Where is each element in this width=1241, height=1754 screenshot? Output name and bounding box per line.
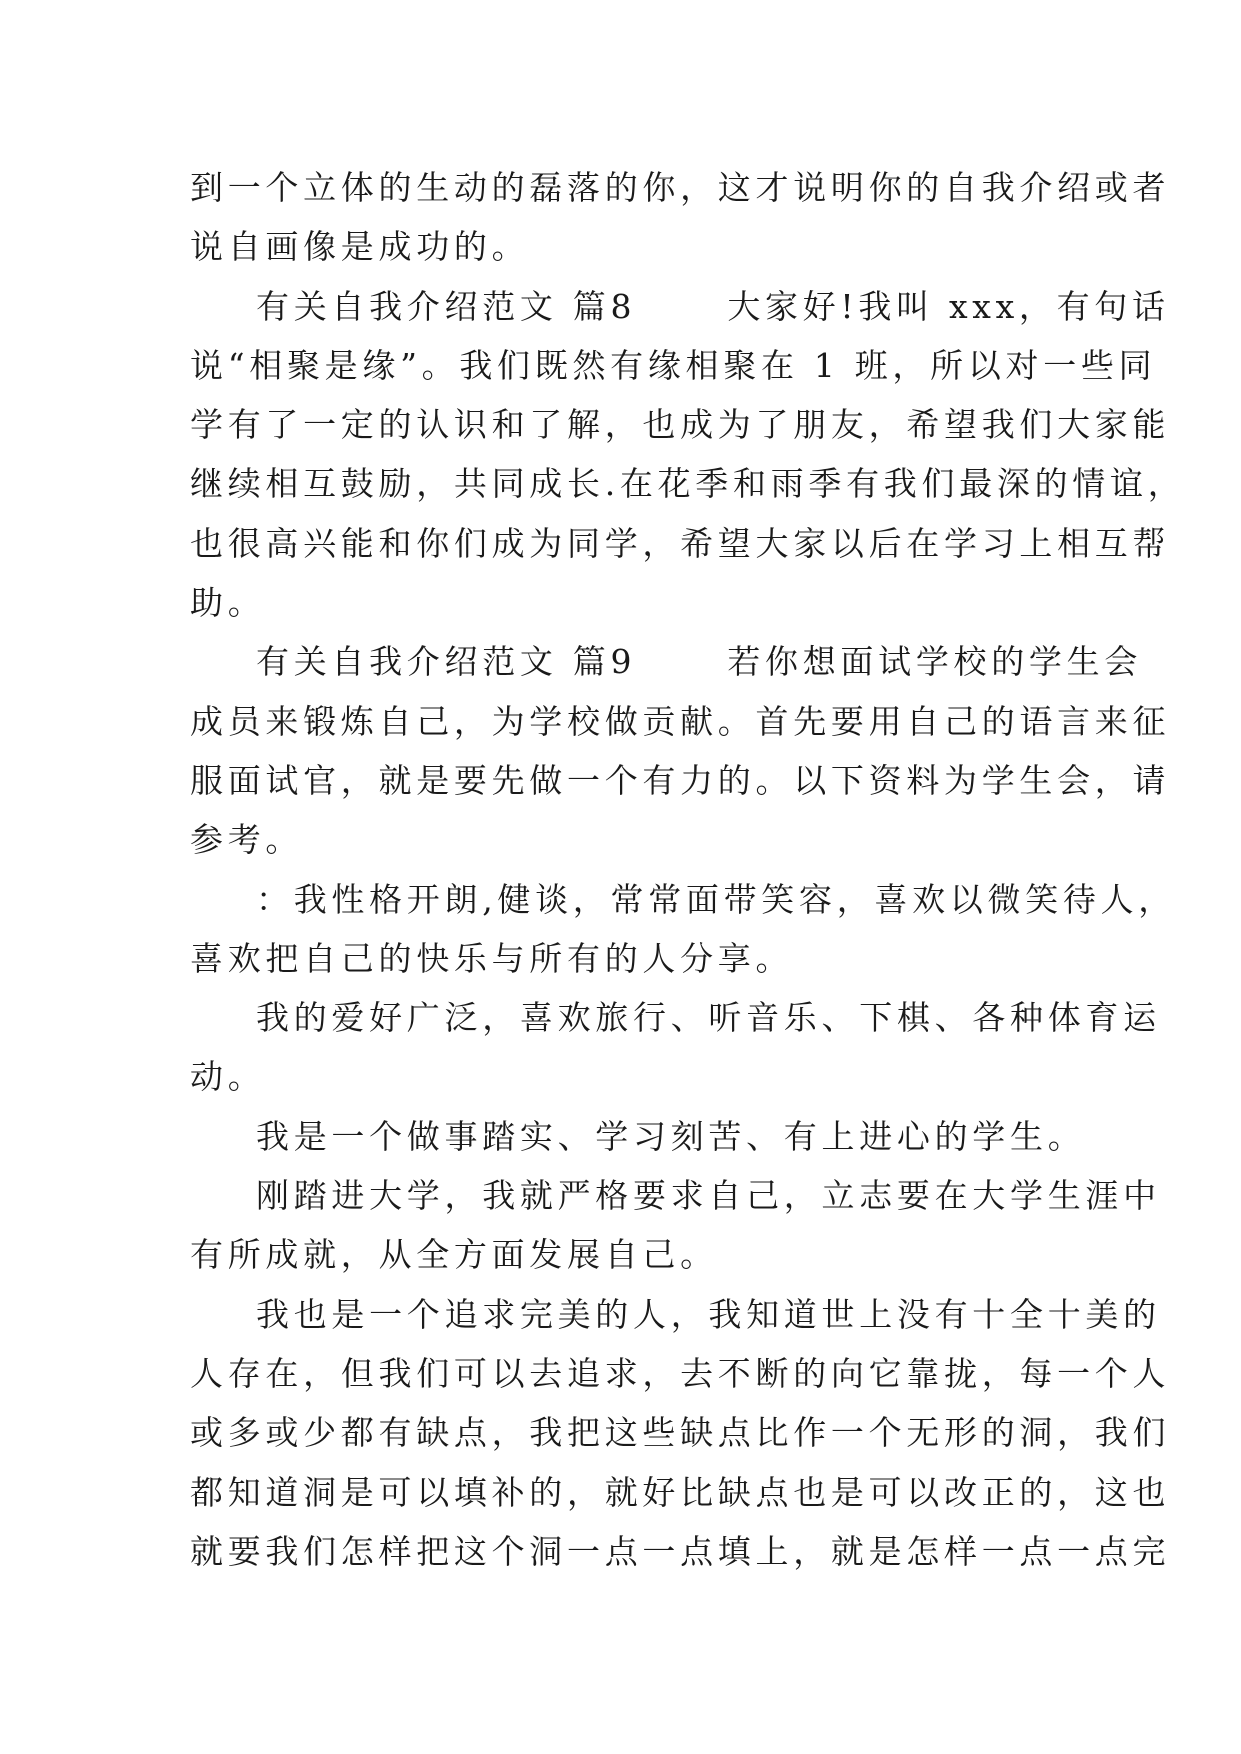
- text-line: 到一个立体的生动的磊落的你，这才说明你的自我介绍或者: [190, 168, 1171, 207]
- text-line: 参考。: [190, 820, 304, 860]
- text-line: 成员来锻炼自己，为学校做贡献。首先要用自己的语言来征: [190, 701, 1171, 741]
- text-line: 助。: [190, 583, 266, 623]
- text-line: 说“相聚是缘”。我们既然有缘相聚在 1 班，所以对一些同: [190, 345, 1157, 385]
- text-line: 动。: [190, 1057, 266, 1097]
- section-heading-line: 有关自我介绍范文 篇8 大家好!我叫 xxx，有句话: [256, 286, 1170, 326]
- text-line: 继续相互鼓励，共同成长.在花季和雨季有我们最深的情谊，: [190, 464, 1186, 504]
- text-line: 有所成就，从全方面发展自己。: [190, 1235, 718, 1275]
- document-body: [190, 158, 1186, 1581]
- text-line: 人存在，但我们可以去追求，去不断的向它靠拢，每一个人: [190, 1353, 1171, 1393]
- text-line: 就要我们怎样把这个洞一点一点填上，就是怎样一点一点完: [190, 1531, 1171, 1571]
- text-line: 也很高兴能和你们成为同学，希望大家以后在学习上相互帮: [190, 523, 1171, 563]
- text-line: 我的爱好广泛，喜欢旅行、听音乐、下棋、各种体育运: [256, 998, 1161, 1038]
- text-line: 刚踏进大学，我就严格要求自己，立志要在大学生涯中: [256, 1176, 1161, 1216]
- text-line: 都知道洞是可以填补的，就好比缺点也是可以改正的，这也: [190, 1472, 1171, 1512]
- text-line: 学有了一定的认识和了解，也成为了朋友，希望我们大家能: [190, 405, 1171, 445]
- text-line: 或多或少都有缺点，我把这些缺点比作一个无形的洞，我们: [190, 1413, 1171, 1453]
- text-line: 喜欢把自己的快乐与所有的人分享。: [190, 938, 794, 978]
- text-line: ：我性格开朗,健谈，常常面带笑容，喜欢以微笑待人，: [256, 879, 1176, 919]
- text-line: 说自画像是成功的。: [190, 227, 530, 267]
- section-heading-line: 有关自我介绍范文 篇9 若你想面试学校的学生会: [256, 642, 1143, 682]
- text-line: 我是一个做事踏实、学习刻苦、有上进心的学生。: [256, 1116, 1086, 1156]
- text-line: 我也是一个追求完美的人，我知道世上没有十全十美的: [256, 1294, 1161, 1334]
- text-line: 服面试官，就是要先做一个有力的。以下资料为学生会，请: [190, 760, 1171, 800]
